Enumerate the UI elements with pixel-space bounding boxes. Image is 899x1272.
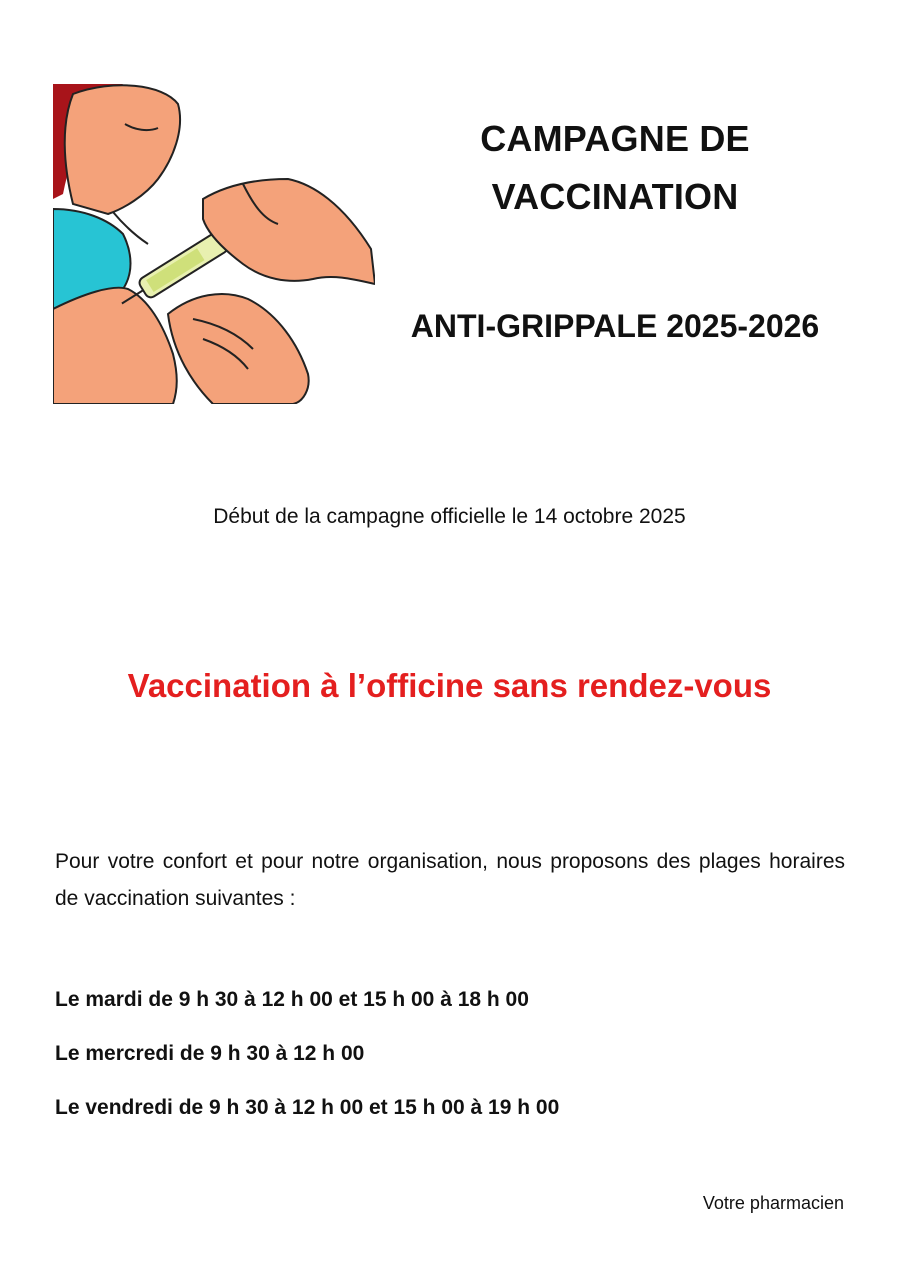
- campaign-subtitle: ANTI-GRIPPALE 2025-2026: [410, 308, 820, 344]
- vaccination-syringe-illustration: [53, 84, 375, 404]
- title-line-2: VACCINATION: [491, 176, 739, 217]
- schedule-wednesday: Le mercredi de 9 h 30 à 12 h 00: [55, 1042, 365, 1065]
- signature: Votre pharmacien: [702, 1193, 844, 1213]
- campaign-title: [395, 110, 835, 226]
- campaign-start-date: Début de la campagne officielle le 14 octobre 2025: [213, 505, 686, 528]
- title-line-1: CAMPAGNE DE: [480, 118, 750, 159]
- schedule-list: [55, 985, 845, 1147]
- schedule-tuesday: Le mardi de 9 h 30 à 12 h 00 et 15 h 00 à 18 h 00: [55, 988, 529, 1011]
- schedule-friday: Le vendredi de 9 h 30 à 12 h 00 et 15 h 00 à 19 h 00: [55, 1096, 560, 1119]
- intro-paragraph: Pour votre confort et pour notre organisation, nous proposons des plages horaires de vaccination suivantes :: [55, 850, 845, 910]
- walk-in-highlight: Vaccination à l’officine sans rendez-vous: [127, 667, 772, 704]
